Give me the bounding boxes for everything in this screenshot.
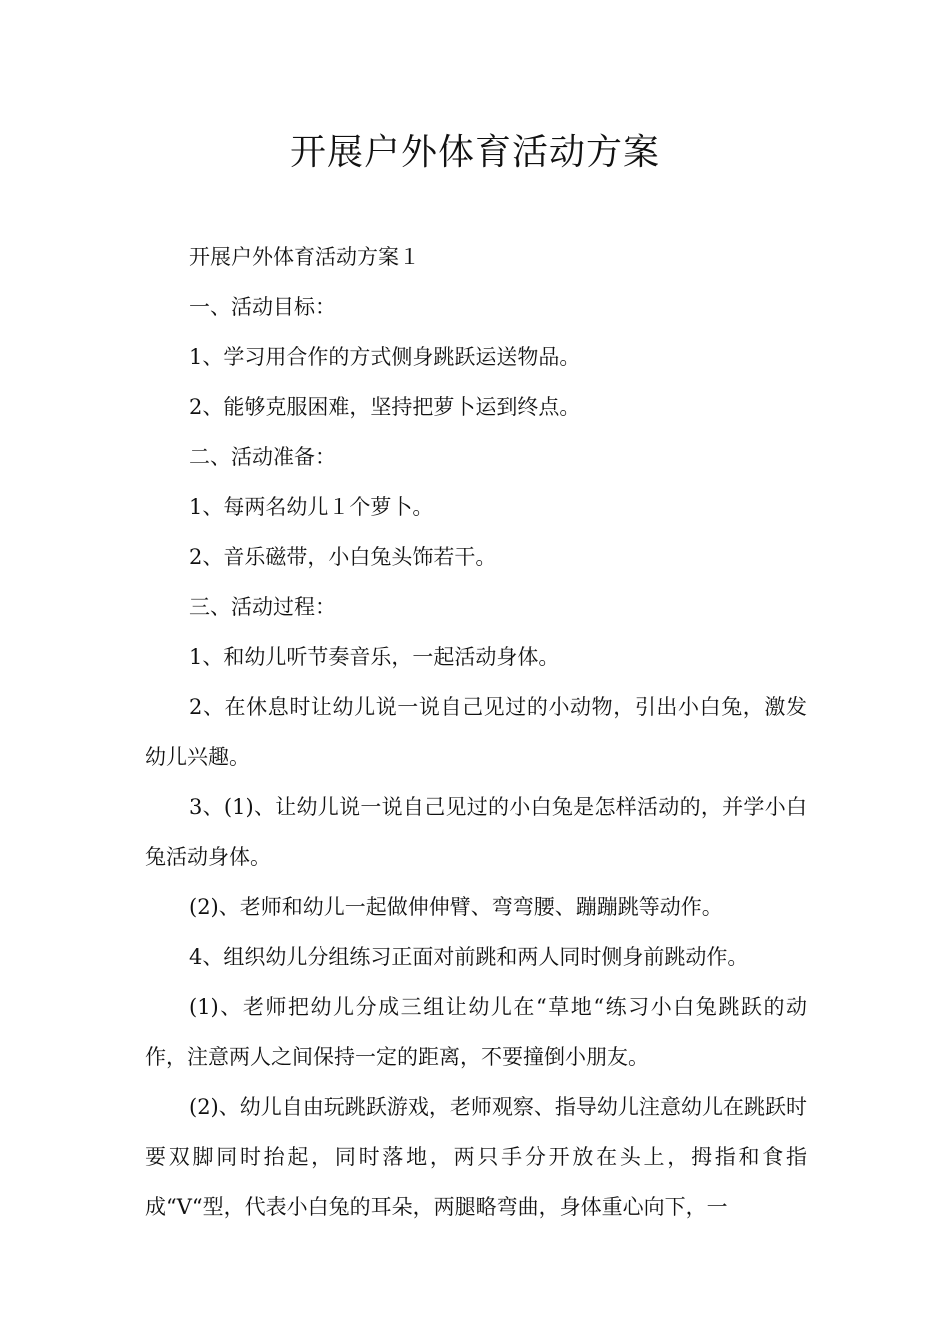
document-title: 开展户外体育活动方案 — [289, 132, 660, 173]
paragraph-section-process: 三、活动过程： — [189, 595, 336, 619]
paragraph: (1)、老师把幼儿分成三组让幼儿在“草地“练习小白兔跳跃的动作，注意两人之间保持一定的距离，不要撞倒小朋友。 — [145, 995, 807, 1069]
paragraph: 1、每两名幼儿１个萝卜。 — [189, 495, 434, 519]
paragraph: 1、学习用合作的方式侧身跳跃运送物品。 — [189, 345, 581, 369]
paragraph: 2、音乐磁带，小白兔头饰若干。 — [189, 545, 497, 569]
paragraph: 2、在休息时让幼儿说一说自己见过的小动物，引出小白兔，激发幼儿兴趣。 — [145, 695, 807, 769]
paragraph-section-preparation: 二、活动准备： — [189, 445, 336, 469]
paragraph: (2)、老师和幼儿一起做伸伸臂、弯弯腰、蹦蹦跳等动作。 — [189, 895, 723, 919]
paragraph: 2、能够克服困难，坚持把萝卜运到终点。 — [189, 395, 581, 419]
document-body — [145, 232, 807, 1232]
paragraph: 3、(1)、让幼儿说一说自己见过的小白兔是怎样活动的，并学小白兔活动身体。 — [145, 795, 807, 869]
paragraph: (2)、幼儿自由玩跳跃游戏，老师观察、指导幼儿注意幼儿在跳跃时要双脚同时抬起，同时落地，两只手分开放在头上，拇指和食指成“V“型，代表小白兔的耳朵，两腿略弯曲，身体重心向下，一 — [145, 1095, 807, 1219]
paragraph: 1、和幼儿听节奏音乐，一起活动身体。 — [189, 645, 560, 669]
paragraph-heading: 开展户外体育活动方案１ — [189, 245, 420, 269]
paragraph-section-goals: 一、活动目标： — [189, 295, 336, 319]
paragraph: 4、组织幼儿分组练习正面对前跳和两人同时侧身前跳动作。 — [189, 945, 749, 969]
